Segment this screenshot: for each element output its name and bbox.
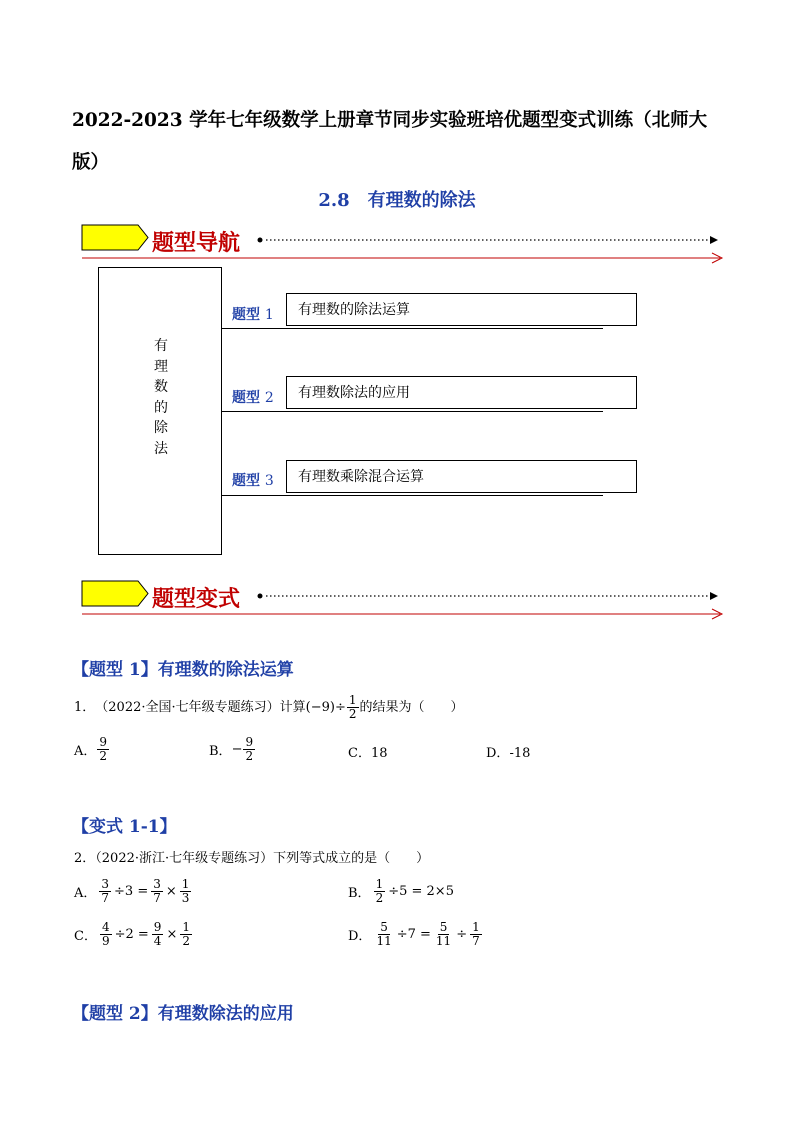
operator: ÷ bbox=[456, 927, 468, 942]
denominator: 7 bbox=[472, 934, 480, 948]
variant-1-1-heading: 【变式 1-1】 bbox=[72, 817, 177, 837]
center-char: 法 bbox=[154, 440, 168, 457]
numerator: 1 bbox=[348, 693, 357, 707]
option-label: D． bbox=[486, 746, 510, 761]
pentagon-marker-icon bbox=[82, 225, 148, 250]
question-stem: 下列等式成立的是（ ） bbox=[273, 851, 430, 866]
nav-banner-label: 题型导航 bbox=[152, 231, 241, 256]
numerator: 4 bbox=[101, 920, 110, 934]
denominator: 2 bbox=[99, 749, 108, 763]
type-prefix: 题型 bbox=[232, 390, 260, 406]
diamond-dot-icon bbox=[258, 238, 263, 243]
option-a bbox=[74, 878, 192, 905]
type-3-box: 有理数乘除混合运算 bbox=[286, 460, 637, 493]
fraction bbox=[243, 736, 255, 763]
operator: ÷2 = bbox=[114, 927, 149, 942]
fraction bbox=[180, 878, 192, 905]
question-number: 2． bbox=[74, 851, 96, 866]
expression: (−9)÷ bbox=[305, 699, 346, 715]
type-prefix: 题型 bbox=[232, 307, 260, 323]
minus-sign: − bbox=[231, 742, 243, 757]
type-num: 1 bbox=[264, 307, 274, 323]
type-1-box: 有理数的除法运算 bbox=[286, 293, 637, 326]
option-c bbox=[74, 921, 193, 948]
denominator: 2 bbox=[182, 934, 190, 948]
option-a bbox=[74, 736, 110, 763]
numerator: 9 bbox=[245, 735, 254, 749]
type-2-label bbox=[232, 387, 274, 407]
connector-line bbox=[222, 495, 603, 496]
question-source: （2022·全国·七年级专题练习） bbox=[95, 699, 280, 715]
section-2-heading: 【题型 2】有理数除法的应用 bbox=[72, 1004, 294, 1024]
operator: × bbox=[166, 927, 178, 942]
numerator: 1 bbox=[472, 920, 480, 934]
numerator: 1 bbox=[375, 877, 384, 891]
center-char: 的 bbox=[154, 399, 168, 416]
fraction bbox=[180, 921, 192, 948]
denominator: 2 bbox=[375, 891, 384, 905]
arrow-head-icon bbox=[710, 236, 718, 244]
option-label: C． bbox=[74, 929, 97, 944]
question-number: 1． bbox=[74, 699, 96, 715]
fraction bbox=[152, 921, 164, 948]
numerator: 9 bbox=[153, 920, 162, 934]
center-char: 有 bbox=[154, 338, 168, 354]
connector-line bbox=[222, 411, 603, 412]
question-1 bbox=[74, 694, 464, 721]
denominator: 2 bbox=[245, 749, 254, 763]
question-source: （2022·浙江·七年级专题练习） bbox=[95, 851, 274, 866]
operator: ÷7 = bbox=[396, 927, 431, 942]
option-label: B． bbox=[348, 886, 371, 901]
denominator: 7 bbox=[153, 891, 161, 905]
question-stem: 计算 bbox=[279, 699, 306, 715]
option-b bbox=[209, 736, 256, 763]
operator: × bbox=[165, 884, 177, 899]
fraction bbox=[151, 878, 163, 905]
expression: ÷5 = 2×5 bbox=[388, 884, 454, 899]
fraction bbox=[99, 878, 111, 905]
question-2 bbox=[74, 849, 429, 869]
fraction bbox=[100, 921, 112, 948]
type-2-box: 有理数除法的应用 bbox=[286, 376, 637, 409]
numerator: 5 bbox=[380, 920, 388, 934]
option-label: A． bbox=[74, 744, 97, 759]
denominator: 4 bbox=[153, 934, 162, 948]
denominator: 11 bbox=[435, 934, 452, 948]
pentagon-marker-icon bbox=[82, 581, 148, 606]
option-d bbox=[486, 742, 530, 761]
center-char: 理 bbox=[154, 358, 168, 375]
numerator: 3 bbox=[153, 877, 161, 891]
fraction bbox=[347, 694, 359, 721]
numerator: 1 bbox=[181, 877, 190, 891]
type-num: 3 bbox=[264, 473, 274, 489]
center-char: 除 bbox=[154, 420, 168, 436]
denominator: 3 bbox=[181, 891, 190, 905]
arrow-head-icon bbox=[710, 592, 718, 600]
center-char: 数 bbox=[154, 379, 168, 395]
fraction bbox=[470, 921, 482, 948]
variant-banner-label: 题型变式 bbox=[152, 587, 241, 612]
type-3-label bbox=[232, 470, 274, 490]
numerator: 1 bbox=[182, 920, 190, 934]
option-value: -18 bbox=[509, 746, 531, 761]
diagram-center-label bbox=[148, 336, 174, 459]
type-num: 2 bbox=[264, 390, 274, 406]
option-label: A． bbox=[74, 886, 97, 901]
section-1-heading: 【题型 1】有理数的除法运算 bbox=[72, 660, 294, 680]
option-d bbox=[348, 921, 483, 948]
option-b bbox=[348, 878, 454, 905]
denominator: 9 bbox=[101, 934, 110, 948]
diamond-dot-icon bbox=[258, 594, 263, 599]
option-label: C． bbox=[348, 746, 371, 761]
type-1-label bbox=[232, 304, 274, 324]
type-prefix: 题型 bbox=[232, 473, 260, 489]
fraction bbox=[374, 921, 393, 948]
option-label: D． bbox=[348, 929, 372, 944]
document-title: 2022-2023 学年七年级数学上册章节同步实验班培优题型变式训练（北师大版） bbox=[72, 110, 708, 173]
fraction bbox=[374, 878, 386, 905]
numerator: 5 bbox=[439, 920, 448, 934]
connector-line bbox=[222, 328, 603, 329]
fraction bbox=[97, 736, 109, 763]
numerator: 9 bbox=[99, 735, 108, 749]
option-value: 18 bbox=[370, 746, 388, 761]
denominator: 2 bbox=[348, 707, 357, 721]
numerator: 3 bbox=[101, 877, 110, 891]
option-label: B． bbox=[209, 744, 232, 759]
denominator: 7 bbox=[101, 891, 110, 905]
operator: ÷3 = bbox=[114, 884, 149, 899]
fraction bbox=[434, 921, 453, 948]
denominator: 11 bbox=[376, 934, 392, 948]
question-stem-end: 的结果为（ ） bbox=[359, 699, 464, 715]
section-subtitle: 2.8 有理数的除法 bbox=[318, 190, 476, 211]
option-c bbox=[348, 742, 388, 761]
